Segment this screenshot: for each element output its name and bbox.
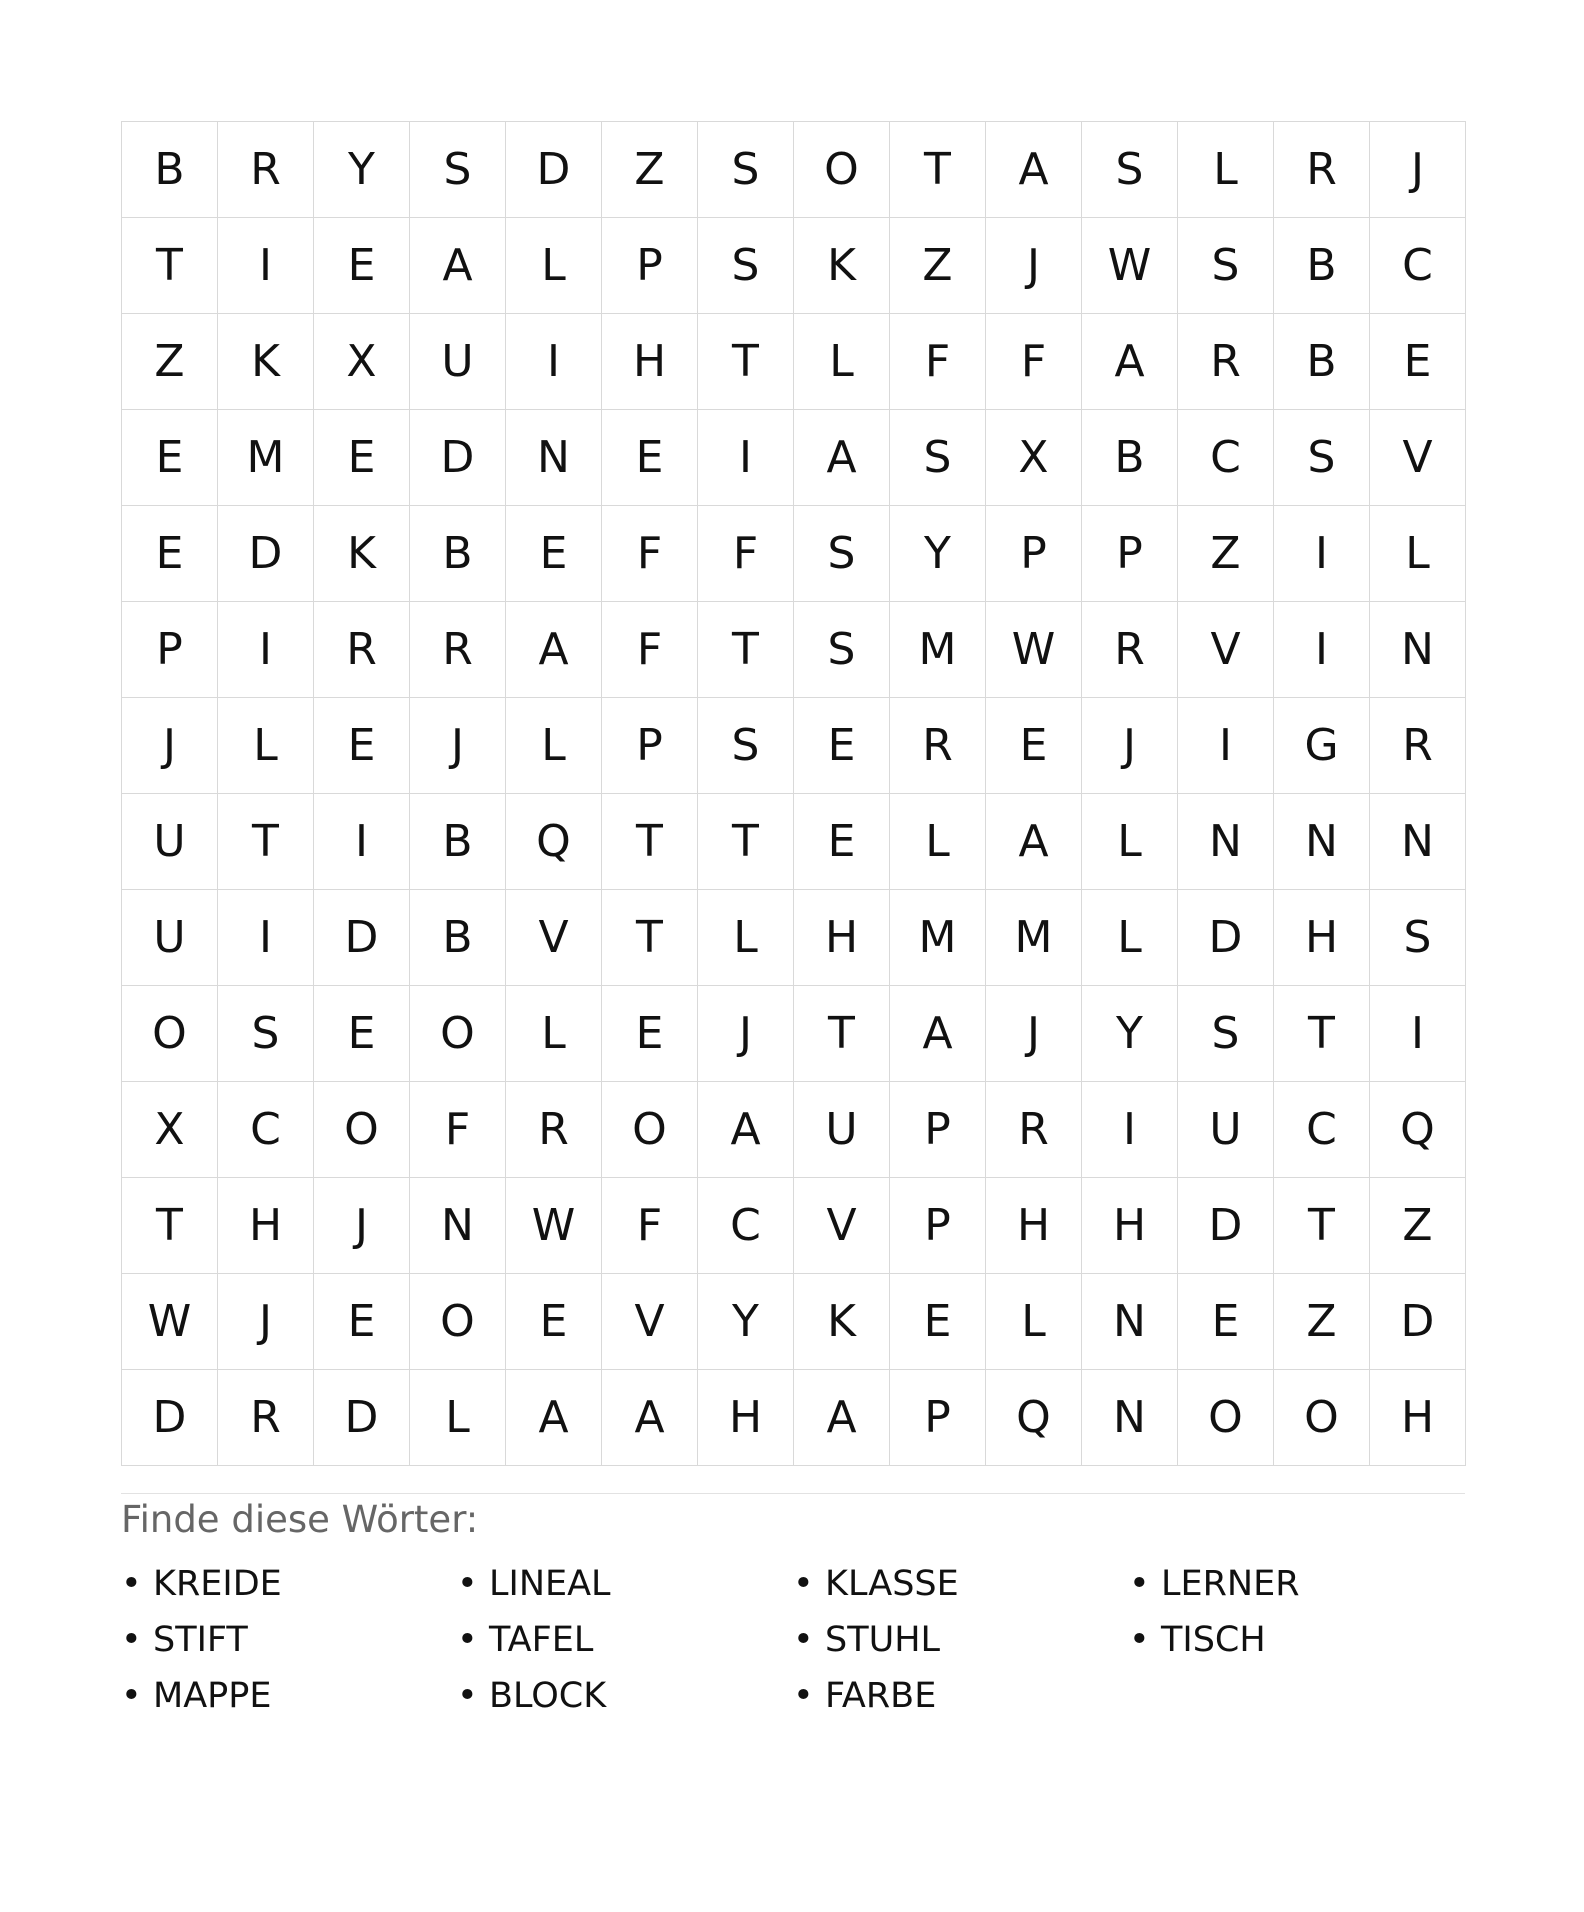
grid-cell[interactable]: O — [1274, 1370, 1370, 1466]
grid-cell[interactable]: K — [794, 218, 890, 314]
grid-cell[interactable]: Z — [1178, 506, 1274, 602]
grid-cell[interactable]: X — [122, 1082, 218, 1178]
word-label: TAFEL — [489, 1620, 594, 1660]
grid-cell[interactable]: E — [506, 506, 602, 602]
grid-cell[interactable]: Z — [1370, 1178, 1466, 1274]
grid-cell[interactable]: M — [890, 890, 986, 986]
bullet-icon: • — [121, 1676, 142, 1716]
bullet-icon: • — [121, 1564, 142, 1604]
grid-cell[interactable]: X — [986, 410, 1082, 506]
grid-cell[interactable]: A — [602, 1370, 698, 1466]
grid-cell[interactable]: N — [1370, 602, 1466, 698]
grid-cell[interactable]: B — [1274, 218, 1370, 314]
grid-cell[interactable]: T — [890, 122, 986, 218]
grid-cell[interactable]: A — [986, 794, 1082, 890]
grid-cell[interactable]: I — [218, 602, 314, 698]
bullet-icon: • — [793, 1676, 814, 1716]
grid-cell[interactable]: C — [1178, 410, 1274, 506]
grid-cell[interactable]: P — [602, 218, 698, 314]
grid-cell[interactable]: E — [314, 218, 410, 314]
grid-cell[interactable]: E — [314, 986, 410, 1082]
grid-cell[interactable]: E — [314, 410, 410, 506]
word-list-item — [793, 1612, 1129, 1668]
grid-cell[interactable]: Z — [890, 218, 986, 314]
grid-cell[interactable]: I — [1178, 698, 1274, 794]
grid-cell[interactable]: I — [218, 890, 314, 986]
grid-cell[interactable]: L — [1082, 890, 1178, 986]
grid-cell[interactable]: H — [1274, 890, 1370, 986]
word-list-item — [1129, 1612, 1465, 1668]
grid-cell[interactable]: S — [1370, 890, 1466, 986]
grid-cell[interactable]: J — [314, 1178, 410, 1274]
grid-cell[interactable]: H — [218, 1178, 314, 1274]
grid-cell[interactable]: D — [314, 890, 410, 986]
grid-cell[interactable]: D — [218, 506, 314, 602]
grid-cell[interactable]: Y — [1082, 986, 1178, 1082]
grid-cell[interactable]: U — [410, 314, 506, 410]
grid-cell[interactable]: R — [1082, 602, 1178, 698]
grid-cell[interactable]: Z — [602, 122, 698, 218]
grid-cell[interactable]: O — [122, 986, 218, 1082]
grid-cell[interactable]: E — [1178, 1274, 1274, 1370]
grid-cell[interactable]: T — [602, 794, 698, 890]
word-list-item — [793, 1668, 1129, 1724]
bullet-icon: • — [121, 1620, 142, 1660]
word-list-item — [457, 1556, 793, 1612]
grid-cell[interactable]: E — [602, 410, 698, 506]
grid-cell[interactable]: H — [698, 1370, 794, 1466]
grid-cell[interactable]: V — [506, 890, 602, 986]
grid-cell[interactable]: I — [1274, 602, 1370, 698]
grid-cell[interactable]: U — [122, 890, 218, 986]
grid-cell[interactable]: B — [410, 506, 506, 602]
grid-cell[interactable]: K — [314, 506, 410, 602]
grid-cell[interactable]: I — [1274, 506, 1370, 602]
grid-cell[interactable]: P — [602, 698, 698, 794]
grid-cell[interactable]: S — [890, 410, 986, 506]
grid-cell[interactable]: J — [698, 986, 794, 1082]
grid-cell[interactable]: A — [794, 1370, 890, 1466]
grid-cell[interactable]: R — [506, 1082, 602, 1178]
grid-cell[interactable]: D — [314, 1370, 410, 1466]
grid-cell[interactable]: F — [698, 506, 794, 602]
grid-cell[interactable]: Y — [698, 1274, 794, 1370]
grid-cell[interactable]: A — [506, 1370, 602, 1466]
grid-cell[interactable]: M — [890, 602, 986, 698]
grid-cell[interactable]: N — [1082, 1370, 1178, 1466]
grid-cell[interactable]: J — [986, 218, 1082, 314]
grid-cell[interactable]: A — [986, 122, 1082, 218]
grid-cell[interactable]: V — [602, 1274, 698, 1370]
grid-cell[interactable]: W — [506, 1178, 602, 1274]
word-list-item — [121, 1668, 457, 1724]
grid-cell[interactable]: I — [698, 410, 794, 506]
grid-cell[interactable]: L — [506, 218, 602, 314]
grid-cell[interactable]: R — [890, 698, 986, 794]
grid-cell[interactable]: Y — [314, 122, 410, 218]
grid-cell[interactable]: I — [218, 218, 314, 314]
grid-cell[interactable]: P — [1082, 506, 1178, 602]
grid-cell[interactable]: R — [1274, 122, 1370, 218]
grid-cell[interactable]: H — [1082, 1178, 1178, 1274]
grid-cell[interactable]: N — [1178, 794, 1274, 890]
grid-cell[interactable]: N — [506, 410, 602, 506]
grid-cell[interactable]: F — [602, 506, 698, 602]
grid-cell[interactable]: D — [506, 122, 602, 218]
word-label: KLASSE — [825, 1564, 959, 1604]
grid-cell[interactable]: E — [1370, 314, 1466, 410]
grid-cell[interactable]: Q — [1370, 1082, 1466, 1178]
bullet-icon: • — [457, 1676, 478, 1716]
grid-cell[interactable]: V — [1178, 602, 1274, 698]
grid-cell[interactable]: E — [794, 698, 890, 794]
word-label: FARBE — [825, 1676, 937, 1716]
grid-cell[interactable]: T — [698, 314, 794, 410]
grid-cell[interactable]: S — [698, 122, 794, 218]
bullet-icon: • — [457, 1564, 478, 1604]
word-label: MAPPE — [153, 1676, 272, 1716]
grid-cell[interactable]: U — [1178, 1082, 1274, 1178]
grid-cell[interactable]: J — [1082, 698, 1178, 794]
grid-cell[interactable]: R — [410, 602, 506, 698]
grid-cell[interactable]: B — [1082, 410, 1178, 506]
grid-cell[interactable]: L — [1178, 122, 1274, 218]
word-list-item — [121, 1612, 457, 1668]
grid-cell[interactable]: O — [314, 1082, 410, 1178]
grid-cell[interactable]: Z — [1274, 1274, 1370, 1370]
grid-cell[interactable]: E — [602, 986, 698, 1082]
grid-cell[interactable]: P — [890, 1370, 986, 1466]
grid-cell[interactable]: J — [1370, 122, 1466, 218]
grid-cell[interactable]: T — [1274, 986, 1370, 1082]
grid-cell[interactable]: A — [890, 986, 986, 1082]
grid-cell[interactable]: N — [1274, 794, 1370, 890]
grid-cell[interactable]: F — [986, 314, 1082, 410]
grid-cell[interactable]: O — [1178, 1370, 1274, 1466]
grid-cell[interactable]: T — [698, 794, 794, 890]
grid-cell[interactable]: R — [1178, 314, 1274, 410]
grid-cell[interactable]: C — [1274, 1082, 1370, 1178]
grid-cell[interactable]: E — [122, 506, 218, 602]
grid-cell[interactable]: I — [1082, 1082, 1178, 1178]
grid-cell[interactable]: L — [410, 1370, 506, 1466]
grid-cell[interactable]: B — [122, 122, 218, 218]
word-list-item — [121, 1556, 457, 1612]
grid-cell[interactable]: D — [1178, 890, 1274, 986]
word-label: STUHL — [825, 1620, 941, 1660]
grid-cell[interactable]: Q — [986, 1370, 1082, 1466]
word-label: TISCH — [1161, 1620, 1266, 1660]
grid-cell[interactable]: C — [698, 1178, 794, 1274]
grid-cell[interactable]: L — [1370, 506, 1466, 602]
grid-cell[interactable]: D — [122, 1370, 218, 1466]
word-list — [121, 1556, 1465, 1724]
grid-cell[interactable]: L — [986, 1274, 1082, 1370]
grid-cell[interactable]: R — [314, 602, 410, 698]
bullet-icon: • — [793, 1620, 814, 1660]
grid-cell[interactable]: O — [602, 1082, 698, 1178]
word-label: BLOCK — [489, 1676, 607, 1716]
word-label: LINEAL — [489, 1564, 611, 1604]
grid-cell[interactable]: H — [794, 890, 890, 986]
grid-cell[interactable]: P — [986, 506, 1082, 602]
bullet-icon: • — [457, 1620, 478, 1660]
word-label: LERNER — [1161, 1564, 1300, 1604]
grid-cell[interactable]: M — [218, 410, 314, 506]
grid-cell[interactable]: N — [1370, 794, 1466, 890]
grid-cell[interactable]: J — [410, 698, 506, 794]
grid-cell[interactable]: E — [890, 1274, 986, 1370]
grid-cell[interactable]: S — [410, 122, 506, 218]
word-list-title: Finde diese Wörter: — [121, 1498, 479, 1541]
grid-cell[interactable]: R — [986, 1082, 1082, 1178]
grid-cell[interactable]: C — [1370, 218, 1466, 314]
grid-cell[interactable]: H — [986, 1178, 1082, 1274]
grid-cell[interactable]: H — [602, 314, 698, 410]
grid-cell[interactable]: P — [890, 1082, 986, 1178]
grid-cell[interactable]: F — [410, 1082, 506, 1178]
grid-cell[interactable]: I — [506, 314, 602, 410]
grid-cell[interactable]: R — [218, 122, 314, 218]
grid-cell[interactable]: A — [1082, 314, 1178, 410]
grid-cell[interactable]: X — [314, 314, 410, 410]
grid-cell[interactable]: W — [986, 602, 1082, 698]
grid-cell[interactable]: T — [122, 1178, 218, 1274]
word-list-item — [457, 1668, 793, 1724]
grid-cell[interactable]: V — [794, 1178, 890, 1274]
grid-cell[interactable]: B — [1274, 314, 1370, 410]
grid-cell[interactable]: L — [890, 794, 986, 890]
grid-cell[interactable]: S — [218, 986, 314, 1082]
word-list-item — [1129, 1556, 1465, 1612]
bullet-icon: • — [1129, 1564, 1150, 1604]
grid-cell[interactable]: R — [218, 1370, 314, 1466]
grid-cell[interactable]: H — [1370, 1370, 1466, 1466]
grid-cell[interactable]: T — [794, 986, 890, 1082]
grid-cell[interactable]: S — [1178, 986, 1274, 1082]
grid-cell[interactable]: W — [1082, 218, 1178, 314]
grid-cell[interactable]: Z — [122, 314, 218, 410]
word-label: STIFT — [153, 1620, 248, 1660]
grid-cell[interactable]: K — [794, 1274, 890, 1370]
grid-cell[interactable]: E — [986, 698, 1082, 794]
grid-cell[interactable]: Q — [506, 794, 602, 890]
grid-cell[interactable]: E — [314, 1274, 410, 1370]
word-list-item — [793, 1556, 1129, 1612]
grid-cell[interactable]: L — [506, 986, 602, 1082]
grid-cell[interactable]: B — [410, 794, 506, 890]
grid-cell[interactable]: O — [794, 122, 890, 218]
grid-cell[interactable]: U — [794, 1082, 890, 1178]
grid-cell[interactable]: J — [218, 1274, 314, 1370]
grid-cell[interactable]: M — [986, 890, 1082, 986]
grid-cell[interactable]: E — [122, 410, 218, 506]
grid-cell[interactable]: P — [890, 1178, 986, 1274]
grid-cell[interactable]: L — [506, 698, 602, 794]
grid-cell[interactable]: T — [1274, 1178, 1370, 1274]
grid-cell[interactable]: E — [314, 698, 410, 794]
grid-cell[interactable]: A — [506, 602, 602, 698]
letter-grid — [121, 121, 1466, 1466]
grid-cell[interactable]: T — [218, 794, 314, 890]
grid-cell[interactable]: F — [890, 314, 986, 410]
grid-cell[interactable]: O — [410, 986, 506, 1082]
grid-cell[interactable]: L — [218, 698, 314, 794]
grid-cell[interactable]: B — [410, 890, 506, 986]
grid-cell[interactable]: S — [698, 698, 794, 794]
grid-cell[interactable]: S — [698, 218, 794, 314]
bullet-icon: • — [1129, 1620, 1150, 1660]
bullet-icon: • — [793, 1564, 814, 1604]
grid-cell[interactable]: E — [794, 794, 890, 890]
grid-cell[interactable]: A — [410, 218, 506, 314]
grid-cell[interactable]: Y — [890, 506, 986, 602]
word-label: KREIDE — [153, 1564, 282, 1604]
grid-cell[interactable]: L — [1082, 794, 1178, 890]
grid-cell[interactable]: G — [1274, 698, 1370, 794]
divider — [121, 1493, 1465, 1494]
grid-cell[interactable]: A — [794, 410, 890, 506]
grid-cell[interactable]: T — [602, 890, 698, 986]
grid-cell[interactable]: F — [602, 602, 698, 698]
grid-cell[interactable]: A — [698, 1082, 794, 1178]
grid-cell[interactable]: S — [1274, 410, 1370, 506]
grid-cell[interactable]: I — [314, 794, 410, 890]
grid-cell[interactable]: L — [794, 314, 890, 410]
grid-cell[interactable]: O — [410, 1274, 506, 1370]
grid-cell[interactable]: S — [1178, 218, 1274, 314]
grid-cell[interactable]: J — [122, 698, 218, 794]
grid-cell[interactable]: F — [602, 1178, 698, 1274]
grid-cell[interactable]: L — [698, 890, 794, 986]
grid-cell[interactable]: U — [122, 794, 218, 890]
word-list-item — [457, 1612, 793, 1668]
grid-cell[interactable]: V — [1370, 410, 1466, 506]
grid-cell[interactable]: S — [1082, 122, 1178, 218]
grid-cell[interactable]: D — [410, 410, 506, 506]
grid-cell[interactable]: E — [506, 1274, 602, 1370]
grid-cell[interactable]: I — [1370, 986, 1466, 1082]
grid-cell[interactable]: C — [218, 1082, 314, 1178]
grid-cell[interactable]: T — [122, 218, 218, 314]
grid-cell[interactable]: J — [986, 986, 1082, 1082]
grid-cell[interactable]: P — [122, 602, 218, 698]
grid-cell[interactable]: S — [794, 602, 890, 698]
grid-cell[interactable]: W — [122, 1274, 218, 1370]
grid-cell[interactable]: K — [218, 314, 314, 410]
grid-cell[interactable]: S — [794, 506, 890, 602]
grid-cell[interactable]: N — [410, 1178, 506, 1274]
grid-cell[interactable]: R — [1370, 698, 1466, 794]
grid-cell[interactable]: N — [1082, 1274, 1178, 1370]
grid-cell[interactable]: D — [1178, 1178, 1274, 1274]
grid-cell[interactable]: T — [698, 602, 794, 698]
grid-cell[interactable]: D — [1370, 1274, 1466, 1370]
